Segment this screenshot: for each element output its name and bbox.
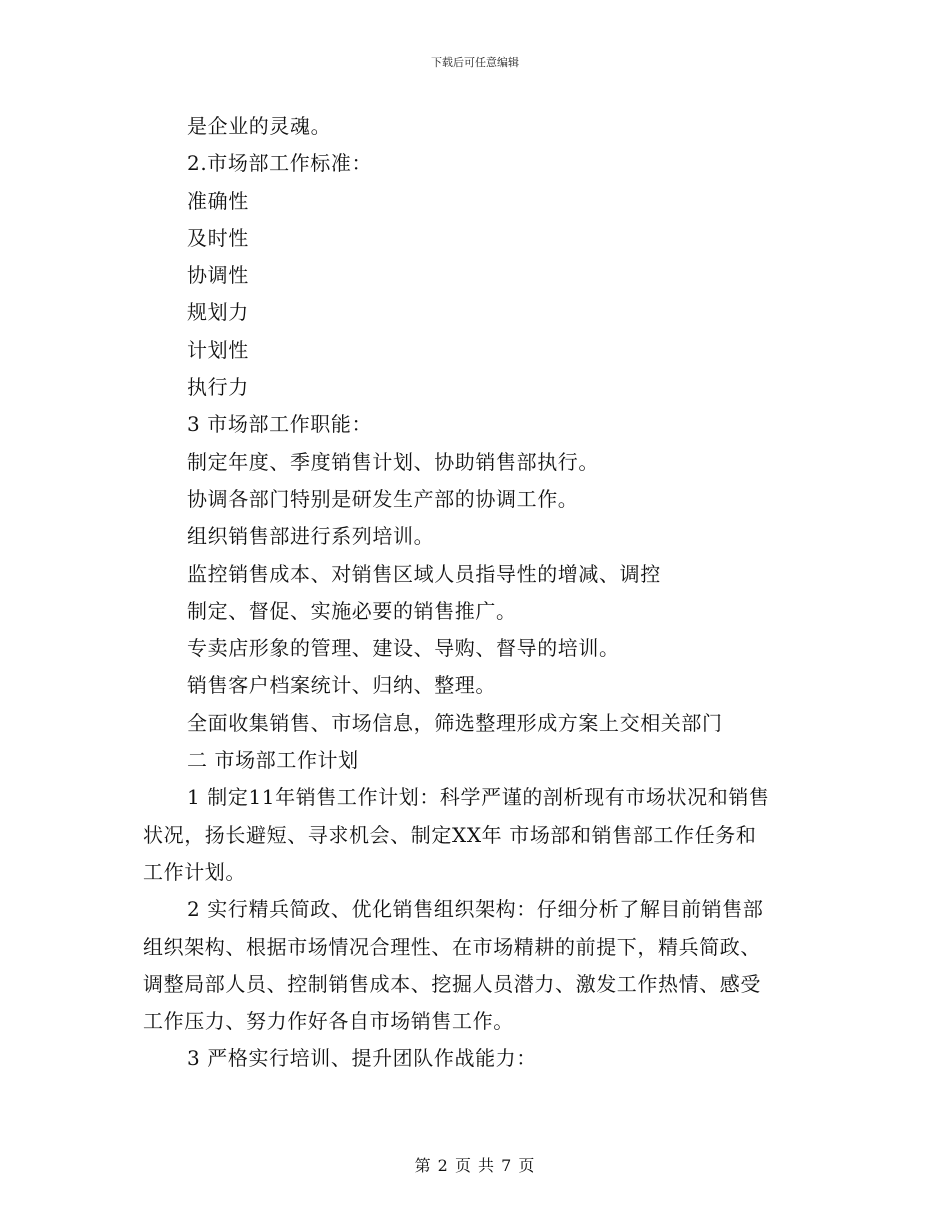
- paragraph-org-structure: [143, 891, 823, 1040]
- list-item: 及时性: [187, 225, 249, 250]
- list-item: 专卖店形象的管理、建设、导购、督导的培训。: [187, 636, 620, 661]
- list-item: 准确性: [187, 188, 249, 213]
- paragraph-sales-plan: [143, 779, 823, 891]
- paragraph-line: 组织架构、根据市场情况合理性、在市场精耕的前提下，精兵简政、: [143, 934, 761, 959]
- paragraph-line: 工作压力、努力作好各自市场销售工作。: [143, 1009, 514, 1034]
- paragraph-line: 状况，扬长避短、寻求机会、制定XX年 市场部和销售部工作任务和: [143, 822, 757, 847]
- list-item: 协调性: [187, 263, 249, 288]
- section-heading: 二 市场部工作计划: [187, 748, 359, 773]
- paragraph-line: 调整局部人员、控制销售成本、挖掘人员潜力、激发工作热情、感受: [143, 971, 761, 996]
- section-heading: 2.市场部工作标准：: [187, 151, 373, 176]
- page-header: 下载后可任意编辑: [431, 56, 519, 69]
- list-item: 组织销售部进行系列培训。: [187, 524, 435, 549]
- paragraph-line: 1 制定11年销售工作计划：科学严谨的剖析现有市场状况和销售: [187, 785, 770, 810]
- list-item: 全面收集销售、市场信息，筛选整理形成方案上交相关部门: [187, 710, 723, 735]
- section-heading: 3 市场部工作职能：: [187, 412, 373, 437]
- paragraph-line: 2 实行精兵简政、优化销售组织架构：仔细分析了解目前销售部: [187, 897, 764, 922]
- list-item: 制定年度、季度销售计划、协助销售部执行。: [187, 449, 599, 474]
- paragraph-line: 3 严格实行培训、提升团队作战能力：: [187, 1046, 537, 1071]
- list-item: 制定、督促、实施必要的销售推广。: [187, 598, 517, 623]
- list-item: 规划力: [187, 300, 249, 325]
- page-number: 第 2 页 共 7 页: [414, 1156, 536, 1175]
- list-item: 协调各部门特别是研发生产部的协调工作。: [187, 486, 579, 511]
- document-body: [143, 108, 823, 1078]
- list-item: 执行力: [187, 375, 249, 400]
- text-line: 是企业的灵魂。: [187, 114, 332, 138]
- list-item: 监控销售成本、对销售区域人员指导性的增减、调控: [187, 561, 661, 586]
- list-item: 销售客户档案统计、归纳、整理。: [187, 673, 496, 698]
- paragraph-training: [143, 1040, 823, 1077]
- list-item: 计划性: [187, 337, 249, 362]
- paragraph-line: 工作计划。: [143, 859, 246, 884]
